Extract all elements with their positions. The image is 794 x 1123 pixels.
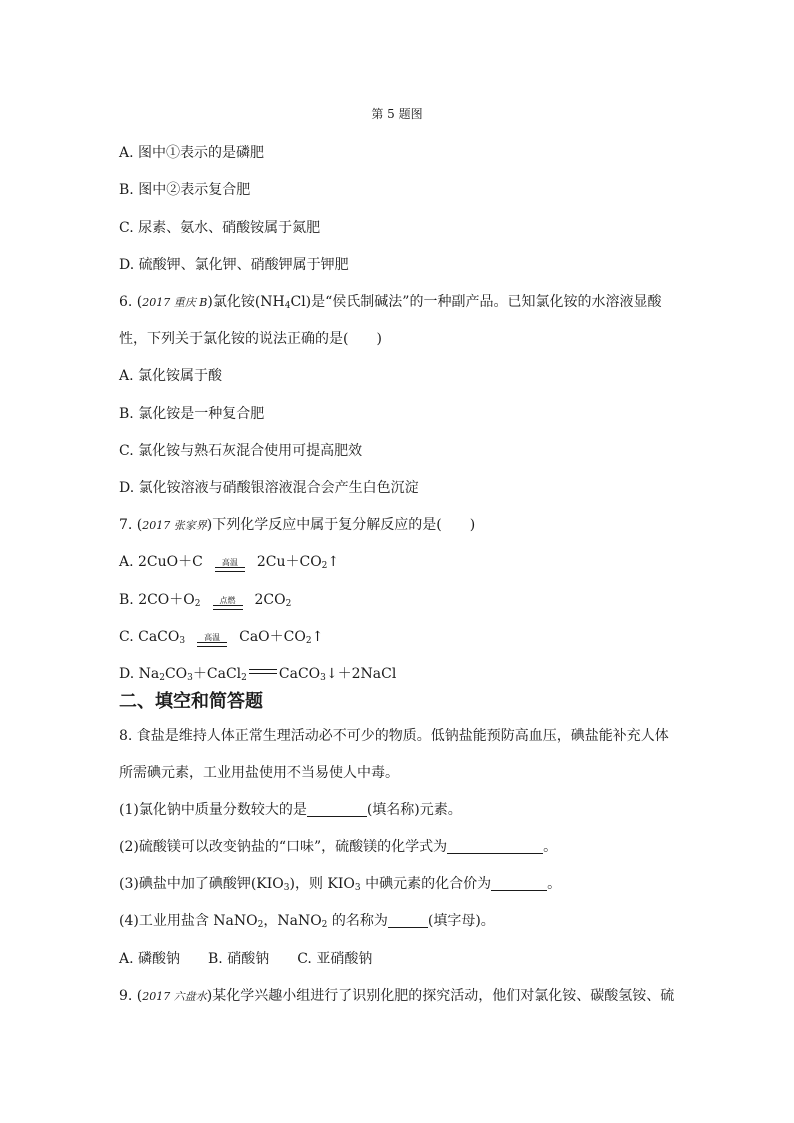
- q9-source: 2017 六盘水: [142, 990, 207, 1003]
- q7-stem: 7. (2017 张家界)下列化学反应中属于复分解反应的是( ): [119, 517, 476, 533]
- reaction-arrow: 高温: [215, 558, 245, 572]
- q7-option-a: A. 2CuO＋C 高温 $2Cu+CO_2↑$: [119, 554, 340, 571]
- reaction-arrow: 高温: [197, 633, 227, 647]
- q8-stem-line1: 8. 食盐是维持人体正常生理活动必不可少的物质。低钠盐能预防高血压，碘盐能补充人体: [119, 728, 669, 744]
- q8-part-4-options: [119, 950, 400, 968]
- answer-blank[interactable]: [447, 839, 543, 854]
- reaction-arrow: 点燃: [213, 596, 243, 610]
- q6-stem-line1: 6. (2017 重庆 B)氯化铵$(NH_4Cl)$是“侯氏制碱法”的一种副产品。已知氯化铵的水溶液显酸: [119, 294, 662, 311]
- q7-option-d: D. $Na_2CO_3+CaCl_2$ CaCO$_3$↓＋2NaCl: [119, 666, 397, 683]
- q8-part-2: (2)硫酸镁可以改变钠盐的“口味”，硫酸镁的化学式为 。: [119, 839, 558, 855]
- figure-caption: 第 5 题图: [371, 107, 423, 121]
- answer-blank[interactable]: [388, 913, 428, 928]
- answer-blank[interactable]: [307, 802, 367, 817]
- answer-blank[interactable]: [491, 876, 547, 891]
- q6-option-a: A. 氯化铵属于酸: [119, 368, 223, 384]
- q6-option-c: C. 氯化铵与熟石灰混合使用可提高肥效: [119, 443, 363, 459]
- q6-option-d: D. 氯化铵溶液与硝酸银溶液混合会产生白色沉淀: [119, 480, 419, 496]
- option-b: B. 硝酸钠: [208, 951, 270, 967]
- q8-part-3: (3)碘盐中加了碘酸钾$(KIO_3)$，则 $KIO_3$ 中碘元素的化合价为 。: [119, 876, 562, 893]
- q6-option-b: B. 氯化铵是一种复合肥: [119, 406, 265, 422]
- section-heading: 二、填空和简答题: [119, 691, 263, 712]
- q5-option-a: A. 图中①表示的是磷肥: [119, 145, 265, 161]
- q7-option-b: B. $2CO+O_2$ 点燃 $2CO_2$: [119, 592, 292, 609]
- q9-stem: 9. (2017 六盘水)某化学兴趣小组进行了识别化肥的探究活动，他们对氯化铵、碳酸氢铵、硫: [119, 988, 675, 1004]
- q8-part-4: (4)工业用盐含 NaNO$_2$，NaNO$_2$ 的名称为 (填字母)。: [119, 913, 495, 930]
- q7-source: 2017 张家界: [142, 519, 207, 532]
- q5-option-d: D. 硫酸钾、氯化钾、硝酸钾属于钾肥: [119, 257, 349, 273]
- q6-source: 2017 重庆 B: [142, 296, 208, 309]
- option-c: C. 亚硝酸钠: [297, 951, 373, 967]
- q8-part-1: (1)氯化钠中质量分数较大的是 (填名称)元素。: [119, 802, 462, 818]
- q7-option-c: C. CaCO$_3$ 高温 $CaO+CO_2↑$: [119, 629, 324, 646]
- q5-option-b: B. 图中②表示复合肥: [119, 182, 251, 198]
- q5-option-c: C. 尿素、氨水、硝酸铵属于氮肥: [119, 220, 321, 236]
- equals-sign: [249, 669, 277, 674]
- q8-stem-line2: 所需碘元素，工业用盐使用不当易使人中毒。: [119, 765, 399, 781]
- q6-stem-line2: 性，下列关于氯化铵的说法正确的是( ): [119, 331, 382, 347]
- option-a: A. 磷酸钠: [119, 951, 181, 967]
